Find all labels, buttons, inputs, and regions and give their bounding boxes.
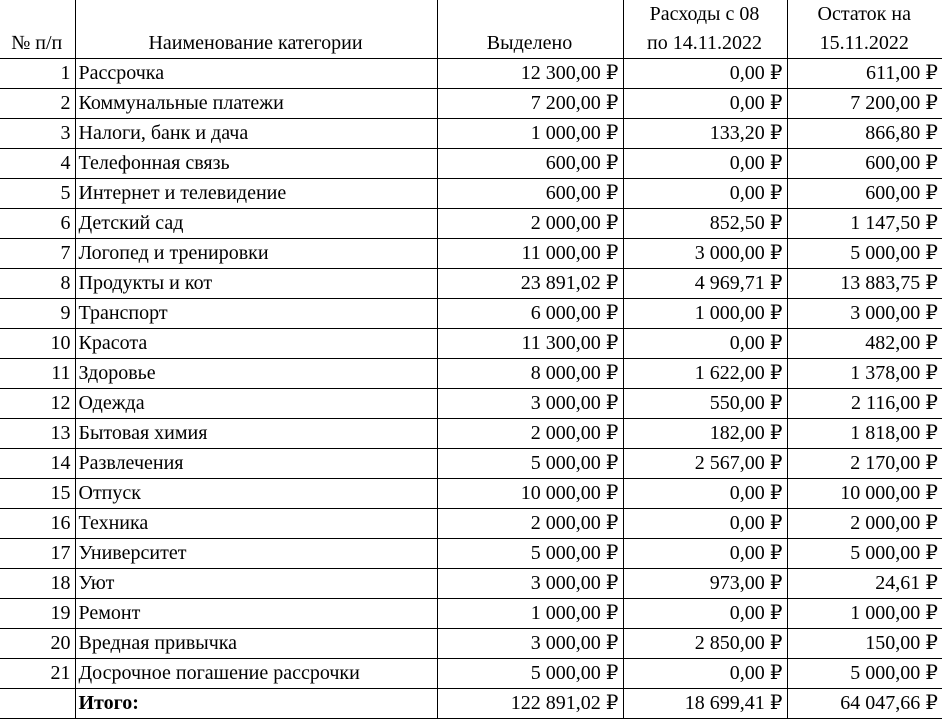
row-number: 21 (50, 662, 71, 684)
row-allocated-value: 8 000,00 ₽ (530, 362, 619, 384)
row-number: 14 (50, 452, 71, 474)
row-number: 12 (50, 392, 71, 414)
row-number: 6 (60, 212, 71, 234)
row-category-name: Вредная привычка (78, 632, 238, 654)
row-remaining-cell[interactable] (787, 89, 942, 119)
row-allocated-value: 5 000,00 ₽ (530, 452, 619, 474)
table-row (0, 569, 942, 599)
total-spent-value: 18 699,41 ₽ (684, 692, 783, 714)
header-cell-spent[interactable] (623, 0, 787, 59)
table-row (0, 149, 942, 179)
total-allocated-cell[interactable] (437, 689, 623, 719)
row-category-name: Университет (78, 542, 187, 564)
row-spent-value: 4 969,71 ₽ (694, 272, 783, 294)
row-number: 8 (60, 272, 71, 294)
row-category-name: Логопед и тренировки (78, 242, 269, 264)
row-category-name: Уют (78, 572, 115, 594)
total-spent-cell[interactable] (623, 689, 787, 719)
row-category-name: Техника (78, 512, 149, 534)
row-category-name: Одежда (78, 392, 145, 414)
row-allocated-cell[interactable] (437, 209, 623, 239)
header-num-label: № п/п (11, 32, 63, 54)
row-number: 4 (60, 152, 71, 174)
row-allocated-value: 600,00 ₽ (545, 182, 619, 204)
table-row (0, 329, 942, 359)
row-remaining-value: 5 000,00 ₽ (850, 662, 938, 684)
row-category-name: Досрочное погашение рассрочки (78, 662, 360, 684)
header-allocated-label: Выделено (486, 32, 573, 54)
row-spent-cell[interactable] (623, 329, 787, 359)
row-spent-value: 1 622,00 ₽ (694, 362, 783, 384)
header-row (0, 0, 942, 59)
row-category-cell[interactable] (75, 149, 437, 179)
header-remaining-line1: Остаток на (817, 3, 911, 25)
row-number-cell[interactable] (0, 389, 75, 419)
row-remaining-value: 5 000,00 ₽ (850, 242, 938, 264)
table-row (0, 509, 942, 539)
row-category-cell[interactable] (75, 239, 437, 269)
row-category-name: Красота (78, 332, 148, 354)
row-number: 5 (60, 182, 71, 204)
row-allocated-value: 11 000,00 ₽ (521, 242, 619, 264)
table-row (0, 659, 942, 689)
row-spent-value: 0,00 ₽ (729, 182, 783, 204)
row-remaining-cell[interactable] (787, 359, 942, 389)
row-remaining-value: 24,61 ₽ (875, 572, 938, 594)
row-category-name: Здоровье (78, 362, 156, 384)
row-remaining-value: 2 000,00 ₽ (850, 512, 938, 534)
row-remaining-cell[interactable] (787, 149, 942, 179)
row-allocated-cell[interactable] (437, 419, 623, 449)
row-category-cell[interactable] (75, 539, 437, 569)
row-allocated-value: 2 000,00 ₽ (530, 512, 619, 534)
row-allocated-cell[interactable] (437, 599, 623, 629)
row-remaining-cell[interactable] (787, 119, 942, 149)
row-spent-value: 550,00 ₽ (709, 392, 783, 414)
row-remaining-value: 1 000,00 ₽ (850, 602, 938, 624)
total-row (0, 689, 942, 719)
row-allocated-value: 600,00 ₽ (545, 152, 619, 174)
row-spent-value: 133,20 ₽ (709, 122, 783, 144)
row-category-cell[interactable] (75, 359, 437, 389)
row-allocated-value: 7 200,00 ₽ (530, 92, 619, 114)
row-remaining-cell[interactable] (787, 239, 942, 269)
row-allocated-value: 10 000,00 ₽ (520, 482, 619, 504)
row-remaining-cell[interactable] (787, 179, 942, 209)
row-number-cell[interactable] (0, 329, 75, 359)
row-category-cell[interactable] (75, 299, 437, 329)
table-row (0, 269, 942, 299)
row-allocated-value: 3 000,00 ₽ (530, 632, 619, 654)
row-spent-cell[interactable] (623, 599, 787, 629)
row-spent-value: 0,00 ₽ (729, 332, 783, 354)
row-category-cell[interactable] (75, 629, 437, 659)
total-number-cell[interactable] (0, 689, 75, 719)
table-row (0, 389, 942, 419)
row-allocated-cell[interactable] (437, 59, 623, 89)
row-allocated-value: 5 000,00 ₽ (530, 542, 619, 564)
row-remaining-value: 13 883,75 ₽ (840, 272, 938, 294)
row-number: 9 (60, 302, 71, 324)
row-number-cell[interactable] (0, 239, 75, 269)
table-row (0, 599, 942, 629)
row-allocated-value: 1 000,00 ₽ (530, 122, 619, 144)
table-row (0, 419, 942, 449)
row-category-name: Ремонт (78, 602, 141, 624)
header-cell-allocated[interactable] (437, 0, 623, 59)
row-number: 13 (50, 422, 71, 444)
row-spent-value: 973,00 ₽ (709, 572, 783, 594)
row-allocated-value: 23 891,02 ₽ (520, 272, 619, 294)
row-category-cell[interactable] (75, 209, 437, 239)
row-number: 10 (50, 332, 71, 354)
row-number: 16 (50, 512, 71, 534)
row-spent-cell[interactable] (623, 269, 787, 299)
row-number-cell[interactable] (0, 479, 75, 509)
row-spent-value: 3 000,00 ₽ (694, 242, 783, 264)
row-allocated-cell[interactable] (437, 359, 623, 389)
row-number-cell[interactable] (0, 419, 75, 449)
table-row (0, 59, 942, 89)
row-number-cell[interactable] (0, 449, 75, 479)
row-spent-cell[interactable] (623, 509, 787, 539)
row-number: 2 (60, 92, 71, 114)
table-row (0, 479, 942, 509)
row-allocated-value: 6 000,00 ₽ (530, 302, 619, 324)
row-allocated-cell[interactable] (437, 149, 623, 179)
row-number: 1 (60, 62, 71, 84)
row-allocated-cell[interactable] (437, 239, 623, 269)
row-spent-cell[interactable] (623, 419, 787, 449)
row-spent-cell[interactable] (623, 569, 787, 599)
row-spent-cell[interactable] (623, 359, 787, 389)
row-number-cell[interactable] (0, 659, 75, 689)
table-row (0, 209, 942, 239)
row-remaining-value: 3 000,00 ₽ (850, 302, 938, 324)
row-category-cell[interactable] (75, 449, 437, 479)
row-number: 17 (50, 542, 71, 564)
row-spent-value: 0,00 ₽ (729, 482, 783, 504)
row-spent-cell[interactable] (623, 389, 787, 419)
row-remaining-cell[interactable] (787, 659, 942, 689)
row-category-name: Продукты и кот (78, 272, 213, 294)
row-remaining-value: 866,80 ₽ (865, 122, 938, 144)
row-number: 20 (50, 632, 71, 654)
row-remaining-value: 10 000,00 ₽ (840, 482, 938, 504)
row-spent-value: 0,00 ₽ (729, 542, 783, 564)
row-category-name: Отпуск (78, 482, 141, 504)
row-remaining-value: 7 200,00 ₽ (850, 92, 938, 114)
table-row (0, 539, 942, 569)
row-allocated-cell[interactable] (437, 479, 623, 509)
row-category-cell[interactable] (75, 269, 437, 299)
row-remaining-value: 482,00 ₽ (865, 332, 938, 354)
row-remaining-cell[interactable] (787, 539, 942, 569)
row-spent-value: 0,00 ₽ (729, 152, 783, 174)
row-category-cell[interactable] (75, 569, 437, 599)
row-allocated-cell[interactable] (437, 509, 623, 539)
row-remaining-value: 600,00 ₽ (865, 152, 938, 174)
row-allocated-cell[interactable] (437, 389, 623, 419)
table-row (0, 119, 942, 149)
row-number-cell[interactable] (0, 89, 75, 119)
row-remaining-cell[interactable] (787, 569, 942, 599)
row-spent-cell[interactable] (623, 149, 787, 179)
table-row (0, 629, 942, 659)
header-cell-name[interactable] (75, 0, 437, 59)
row-allocated-value: 12 300,00 ₽ (520, 62, 619, 84)
table-row (0, 359, 942, 389)
row-category-name: Развлечения (78, 452, 184, 474)
row-category-name: Коммунальные платежи (78, 92, 284, 114)
row-category-name: Налоги, банк и дача (78, 122, 249, 144)
row-spent-cell[interactable] (623, 119, 787, 149)
row-allocated-cell[interactable] (437, 89, 623, 119)
total-remaining-cell[interactable] (787, 689, 942, 719)
row-category-cell[interactable] (75, 599, 437, 629)
header-remaining-line2: 15.11.2022 (819, 32, 909, 54)
row-spent-value: 0,00 ₽ (729, 602, 783, 624)
row-category-name: Бытовая химия (78, 422, 208, 444)
row-spent-value: 852,50 ₽ (709, 212, 783, 234)
row-category-name: Интернет и телевидение (78, 182, 287, 204)
row-remaining-cell[interactable] (787, 449, 942, 479)
row-category-cell[interactable] (75, 389, 437, 419)
row-remaining-cell[interactable] (787, 599, 942, 629)
row-category-name: Детский сад (78, 212, 184, 234)
row-number-cell[interactable] (0, 359, 75, 389)
table-row (0, 89, 942, 119)
row-spent-cell[interactable] (623, 659, 787, 689)
row-spent-value: 1 000,00 ₽ (694, 302, 783, 324)
total-label: Итого: (78, 692, 139, 714)
row-spent-value: 2 850,00 ₽ (694, 632, 783, 654)
row-remaining-cell[interactable] (787, 299, 942, 329)
total-remaining-value: 64 047,66 ₽ (840, 692, 938, 714)
row-allocated-cell[interactable] (437, 269, 623, 299)
row-category-cell[interactable] (75, 89, 437, 119)
row-spent-cell[interactable] (623, 239, 787, 269)
row-number-cell[interactable] (0, 179, 75, 209)
row-category-cell[interactable] (75, 329, 437, 359)
row-remaining-value: 611,00 ₽ (866, 62, 938, 84)
row-remaining-cell[interactable] (787, 209, 942, 239)
table-row (0, 449, 942, 479)
header-spent-line2: по 14.11.2022 (647, 32, 762, 54)
row-number-cell[interactable] (0, 569, 75, 599)
row-spent-cell[interactable] (623, 479, 787, 509)
row-allocated-cell[interactable] (437, 329, 623, 359)
table-row (0, 299, 942, 329)
header-cell-remaining[interactable] (787, 0, 942, 59)
row-number: 18 (50, 572, 71, 594)
row-category-name: Рассрочка (78, 62, 165, 84)
row-allocated-cell[interactable] (437, 299, 623, 329)
row-number-cell[interactable] (0, 299, 75, 329)
row-spent-cell[interactable] (623, 209, 787, 239)
row-allocated-value: 3 000,00 ₽ (530, 392, 619, 414)
row-category-cell[interactable] (75, 509, 437, 539)
header-cell-num[interactable] (0, 0, 75, 59)
row-number-cell[interactable] (0, 59, 75, 89)
row-number-cell[interactable] (0, 149, 75, 179)
row-spent-value: 2 567,00 ₽ (694, 452, 783, 474)
row-remaining-cell[interactable] (787, 419, 942, 449)
row-allocated-cell[interactable] (437, 179, 623, 209)
total-label-cell[interactable] (75, 689, 437, 719)
row-number: 7 (60, 242, 71, 264)
row-remaining-cell[interactable] (787, 509, 942, 539)
row-number-cell[interactable] (0, 119, 75, 149)
row-number-cell[interactable] (0, 269, 75, 299)
row-remaining-value: 1 378,00 ₽ (850, 362, 938, 384)
row-number-cell[interactable] (0, 599, 75, 629)
row-allocated-cell[interactable] (437, 119, 623, 149)
row-category-cell[interactable] (75, 479, 437, 509)
row-allocated-value: 11 300,00 ₽ (521, 332, 619, 354)
row-remaining-cell[interactable] (787, 629, 942, 659)
row-remaining-value: 150,00 ₽ (865, 632, 938, 654)
header-spent-line1: Расходы с 08 (649, 3, 760, 25)
row-number-cell[interactable] (0, 209, 75, 239)
row-remaining-cell[interactable] (787, 329, 942, 359)
row-allocated-value: 2 000,00 ₽ (530, 422, 619, 444)
row-number-cell[interactable] (0, 509, 75, 539)
row-remaining-value: 1 818,00 ₽ (850, 422, 938, 444)
row-spent-value: 182,00 ₽ (709, 422, 783, 444)
row-spent-value: 0,00 ₽ (729, 62, 783, 84)
row-spent-cell[interactable] (623, 449, 787, 479)
row-remaining-value: 1 147,50 ₽ (850, 212, 938, 234)
row-allocated-value: 2 000,00 ₽ (530, 212, 619, 234)
header-name-label: Наименование категории (148, 32, 363, 54)
row-remaining-value: 2 116,00 ₽ (851, 392, 938, 414)
row-remaining-cell[interactable] (787, 59, 942, 89)
row-allocated-cell[interactable] (437, 629, 623, 659)
row-allocated-cell[interactable] (437, 539, 623, 569)
row-spent-cell[interactable] (623, 59, 787, 89)
row-number: 19 (50, 602, 71, 624)
row-remaining-value: 2 170,00 ₽ (850, 452, 938, 474)
row-category-name: Телефонная связь (78, 152, 230, 174)
row-allocated-value: 5 000,00 ₽ (530, 662, 619, 684)
row-spent-cell[interactable] (623, 299, 787, 329)
row-remaining-cell[interactable] (787, 269, 942, 299)
row-category-cell[interactable] (75, 119, 437, 149)
total-allocated-value: 122 891,02 ₽ (510, 692, 619, 714)
row-spent-cell[interactable] (623, 89, 787, 119)
row-allocated-value: 1 000,00 ₽ (530, 602, 619, 624)
row-remaining-value: 5 000,00 ₽ (850, 542, 938, 564)
row-category-cell[interactable] (75, 59, 437, 89)
row-spent-cell[interactable] (623, 629, 787, 659)
row-spent-cell[interactable] (623, 539, 787, 569)
row-number-cell[interactable] (0, 539, 75, 569)
row-spent-cell[interactable] (623, 179, 787, 209)
row-spent-value: 0,00 ₽ (729, 92, 783, 114)
table-row (0, 239, 942, 269)
row-number: 3 (60, 122, 71, 144)
table-row (0, 179, 942, 209)
row-category-cell[interactable] (75, 419, 437, 449)
row-allocated-cell[interactable] (437, 449, 623, 479)
row-number: 15 (50, 482, 71, 504)
row-allocated-cell[interactable] (437, 569, 623, 599)
row-category-cell[interactable] (75, 659, 437, 689)
row-allocated-value: 3 000,00 ₽ (530, 572, 619, 594)
row-remaining-value: 600,00 ₽ (865, 182, 938, 204)
row-number-cell[interactable] (0, 629, 75, 659)
row-category-name: Транспорт (78, 302, 168, 324)
row-number: 11 (51, 362, 71, 384)
row-spent-value: 0,00 ₽ (729, 662, 783, 684)
row-category-cell[interactable] (75, 179, 437, 209)
row-allocated-cell[interactable] (437, 659, 623, 689)
row-spent-value: 0,00 ₽ (729, 512, 783, 534)
row-remaining-cell[interactable] (787, 479, 942, 509)
row-remaining-cell[interactable] (787, 389, 942, 419)
